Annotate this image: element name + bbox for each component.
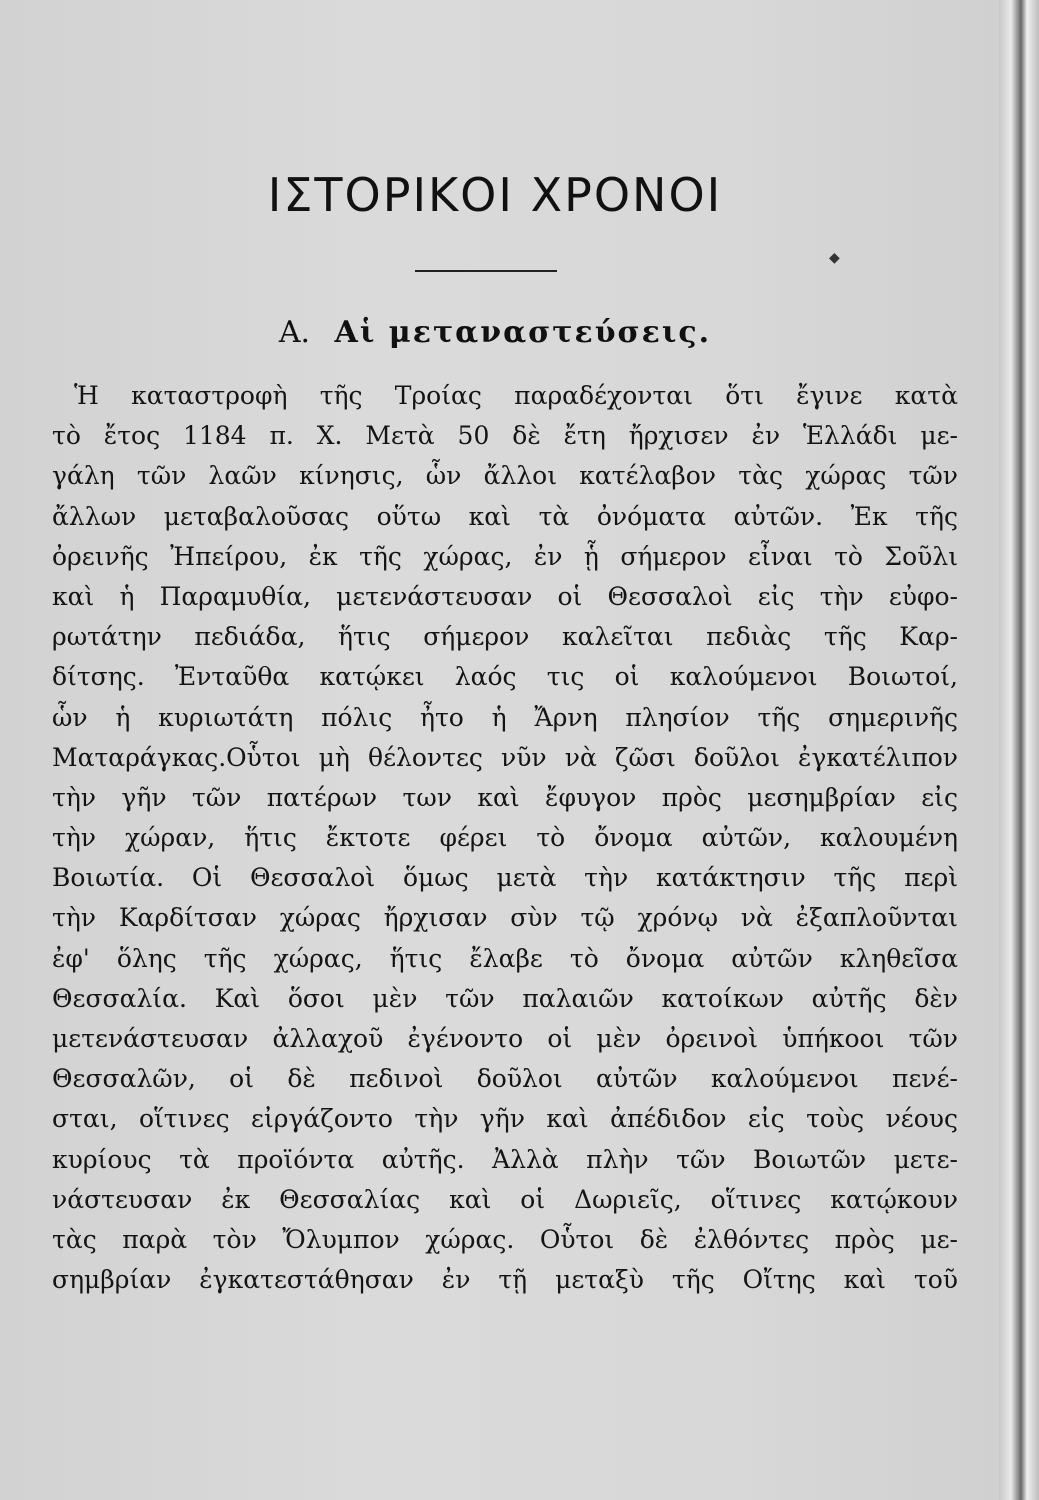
text-line: ὧν ἡ κυριωτάτη πόλις ἦτο ἡ Ἄρνη πλησίον τῆς σημερινῆς [52, 702, 958, 732]
text-line: ρωτάτην πεδιάδα, ἥτις σήμερον καλεῖται πεδιὰς τῆς Καρ- [52, 622, 958, 652]
text-line: ἐφ' ὅλης τῆς χώρας, ἥτις ἔλαβε τὸ ὄνομα αὐτῶν κληθεῖσα [52, 943, 958, 973]
title-divider [415, 270, 557, 272]
section-title: Αἱ μεταναστεύσεις. [334, 315, 712, 350]
text-line: νάστευσαν ἐκ Θεσσαλίας καὶ οἱ Δωριεῖς, οἵτινες κατῴκουν [52, 1184, 958, 1214]
text-line: δίτσης. Ἐνταῦθα κατῴκει λαός τις οἱ καλούμενοι Βοιωτοί, [52, 662, 958, 692]
text-line: γάλη τῶν λαῶν κίνησις, ὧν ἄλλοι κατέλαβον τὰς χώρας τῶν [52, 461, 958, 491]
text-line: ὀρεινῆς Ἠπείρου, ἐκ τῆς χώρας, ἐν ᾗ σήμερον εἶναι τὸ Σοῦλι [52, 541, 958, 571]
text-line: Βοιωτία. Οἱ Θεσσαλοὶ ὅμως μετὰ τὴν κατάκτησιν τῆς περὶ [52, 863, 958, 893]
text-line: σται, οἵτινες εἰργάζοντο τὴν γῆν καὶ ἀπέδιδον εἰς τοὺς νέους [52, 1104, 958, 1134]
section-letter: Α. [278, 315, 311, 350]
printer-mark-icon: ◆ [829, 250, 840, 266]
text-line: τὴν γῆν τῶν πατέρων των καὶ ἔφυγον πρὸς μεσημβρίαν εἰς [52, 782, 958, 812]
text-line: τὴν Καρδίτσαν χώρας ἤρχισαν σὺν τῷ χρόνῳ νὰ ἐξαπλοῦνται [52, 903, 958, 933]
text-line: Ματαράγκας.Οὗτοι μὴ θέλοντες νῦν νὰ ζῶσι δοῦλοι ἐγκατέλιπον [52, 742, 958, 772]
text-line: τὰς παρὰ τὸν Ὄλυμπον χώρας. Οὗτοι δὲ ἐλθόντες πρὸς με- [52, 1224, 958, 1254]
text-line: σημβρίαν ἐγκατεστάθησαν ἐν τῇ μεταξὺ τῆς Οἴτης καὶ τοῦ [52, 1265, 958, 1295]
section-heading [0, 315, 990, 350]
text-line: Ἡ καταστροφὴ τῆς Τροίας παραδέχονται ὅτι ἔγινε κατὰ [74, 381, 958, 410]
text-line: μετενάστευσαν ἀλλαχοῦ ἐγένοντο οἱ μὲν ὀρεινοὶ ὑπήκοοι τῶν [52, 1024, 958, 1053]
text-line: κυρίους τὰ προϊόντα αὐτῆς. Ἀλλὰ πλὴν τῶν Βοιωτῶν μετε- [52, 1144, 958, 1174]
page-edge-shadow [999, 0, 1039, 1500]
text-line: Θεσσαλία. Καὶ ὅσοι μὲν τῶν παλαιῶν κατοίκων αὐτῆς δὲν [52, 983, 958, 1013]
text-line: καὶ ἡ Παραμυθία, μετενάστευσαν οἱ Θεσσαλοὶ εἰς τὴν εὐφο- [52, 581, 958, 611]
text-line: τὴν χώραν, ἥτις ἔκτοτε φέρει τὸ ὄνομα αὐτῶν, καλουμένη [52, 823, 958, 853]
text-line: Θεσσαλῶν, οἱ δὲ πεδινοὶ δοῦλοι αὐτῶν καλούμενοι πενέ- [52, 1064, 958, 1094]
body-paragraph [52, 376, 958, 1300]
text-line: ἄλλων μεταβαλοῦσας οὕτω καὶ τὰ ὀνόματα αὐτῶν. Ἐκ τῆς [52, 501, 958, 531]
text-line: τὸ ἔτος 1184 π. Χ. Μετὰ 50 δὲ ἔτη ἤρχισεν ἐν Ἑλλάδι με- [52, 421, 958, 451]
page-title: ΙΣΤΟΡΙΚΟΙ ΧΡΟΝΟΙ [267, 168, 723, 222]
